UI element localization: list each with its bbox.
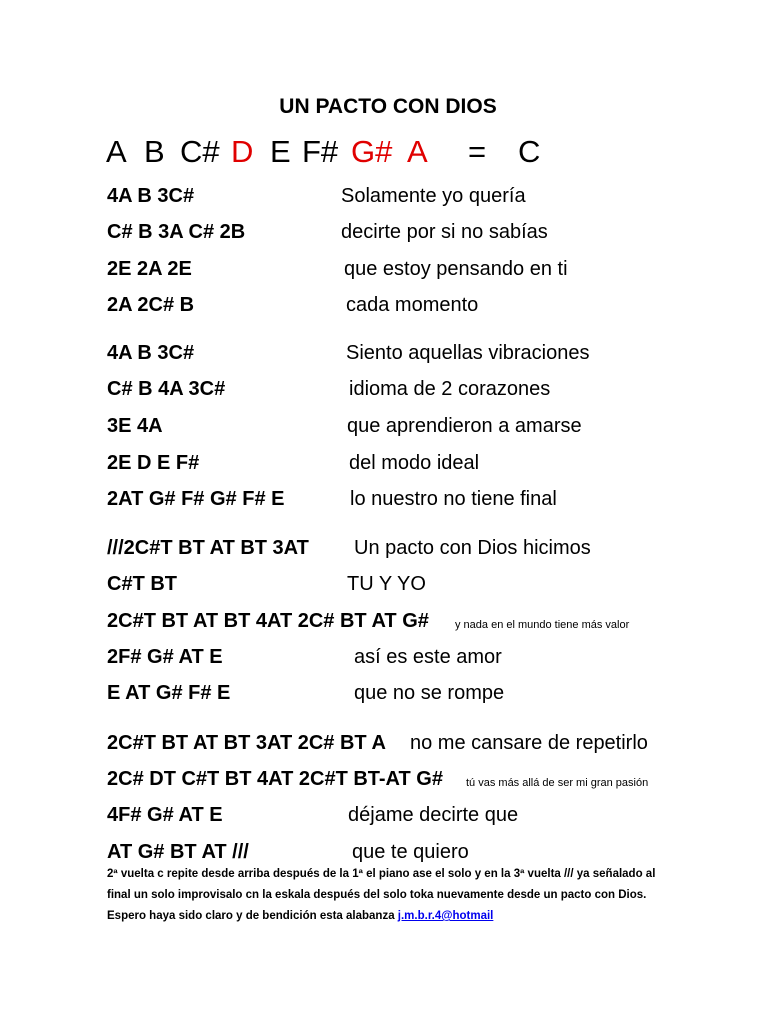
song-line <box>0 642 768 672</box>
chord-sequence: C# B 4A 3C# <box>107 378 226 400</box>
chord-sequence: C#T BT <box>107 573 177 595</box>
lyric-text: Siento aquellas vibraciones <box>346 342 590 364</box>
lyric-text: no me cansare de repetirlo <box>410 732 648 754</box>
scale-note: D <box>231 134 254 169</box>
song-line <box>0 678 768 708</box>
chord-sequence: AT G# BT AT /// <box>107 841 249 863</box>
song-line <box>0 728 768 758</box>
chord-sequence: E AT G# F# E <box>107 682 231 704</box>
lyric-text: y nada en el mundo tiene más valor <box>455 619 630 631</box>
lyric-text: idioma de 2 corazones <box>349 378 551 400</box>
lyric-text: cada momento <box>346 294 479 316</box>
chord-sequence: 2E D E F# <box>107 452 200 474</box>
song-line <box>0 764 768 794</box>
song-line <box>0 569 768 599</box>
lyric-text: que te quiero <box>352 841 469 863</box>
scale-note: A <box>106 134 127 169</box>
lyric-text: así es este amor <box>354 646 502 668</box>
lyric-text: tú vas más allá de ser mi gran pasión <box>466 777 649 789</box>
lyric-text: lo nuestro no tiene final <box>350 488 557 510</box>
chord-sequence: 2C#T BT AT BT 3AT 2C# BT A <box>107 732 386 754</box>
scale-equals: = <box>468 134 487 169</box>
chord-sequence: C# B 3A C# 2B <box>107 221 246 243</box>
chord-sequence: 3E 4A <box>107 415 163 437</box>
lyric-text: TU Y YO <box>347 573 426 595</box>
chord-sequence: 2F# G# AT E <box>107 646 223 668</box>
scale-note: B <box>144 134 165 169</box>
scale-note: A <box>407 134 428 169</box>
chord-sequence: 4F# G# AT E <box>107 804 223 826</box>
footnote-suffix: esta alabanza <box>319 910 398 922</box>
song-line <box>0 411 768 441</box>
scale-note: F# <box>302 134 339 169</box>
song-line <box>0 217 768 247</box>
song-line <box>0 606 768 636</box>
lyric-text: que aprendieron a amarse <box>347 415 582 437</box>
chord-sequence: ///2C#T BT AT BT 3AT <box>107 537 309 559</box>
song-line <box>0 484 768 514</box>
song-line <box>0 254 768 284</box>
scale-note: C# <box>180 134 220 169</box>
chord-sequence: 2AT G# F# G# F# E <box>107 488 285 510</box>
scale-note: C <box>518 134 541 169</box>
scale-note: G# <box>351 134 393 169</box>
chord-sequence: 4A B 3C# <box>107 185 195 207</box>
lyric-text: déjame decirte que <box>348 804 519 826</box>
footnote <box>107 864 667 927</box>
footnote-text: 2ª vuelta c repite desde arriba después de la 1ª el piano ase el solo y en la 3ª vuelta /// ya señalado al final un solo improvisalo cn la eskala después del solo toka nuevamente desde un pacto con Dios. Espero haya sido claro y de bendición <box>107 868 656 922</box>
song-title: UN PACTO CON DIOS <box>279 95 497 118</box>
song-line <box>0 290 768 320</box>
song-line <box>0 800 768 830</box>
song-line <box>0 533 768 563</box>
song-line <box>0 837 768 867</box>
chord-sequence: 2C#T BT AT BT 4AT 2C# BT AT G# <box>107 610 429 632</box>
lyric-text: Un pacto con Dios hicimos <box>354 537 591 559</box>
lyric-text: que no se rompe <box>354 682 505 704</box>
chord-sequence: 2E 2A 2E <box>107 258 192 280</box>
song-line <box>0 448 768 478</box>
email-link[interactable]: j.m.b.r.4@hotmail <box>397 910 494 922</box>
song-line <box>0 338 768 368</box>
lyric-text: del modo ideal <box>349 452 480 474</box>
song-line <box>0 374 768 404</box>
lyric-text: decirte por si no sabías <box>341 221 548 243</box>
chord-sequence: 2A 2C# B <box>107 294 195 316</box>
chord-sequence: 4A B 3C# <box>107 342 195 364</box>
chord-sequence: 2C# DT C#T BT 4AT 2C#T BT-AT G# <box>107 768 443 790</box>
song-line <box>0 181 768 211</box>
lyric-text: que estoy pensando en ti <box>344 258 568 280</box>
scale-note: E <box>270 134 291 169</box>
lyric-text: Solamente yo quería <box>341 185 526 207</box>
